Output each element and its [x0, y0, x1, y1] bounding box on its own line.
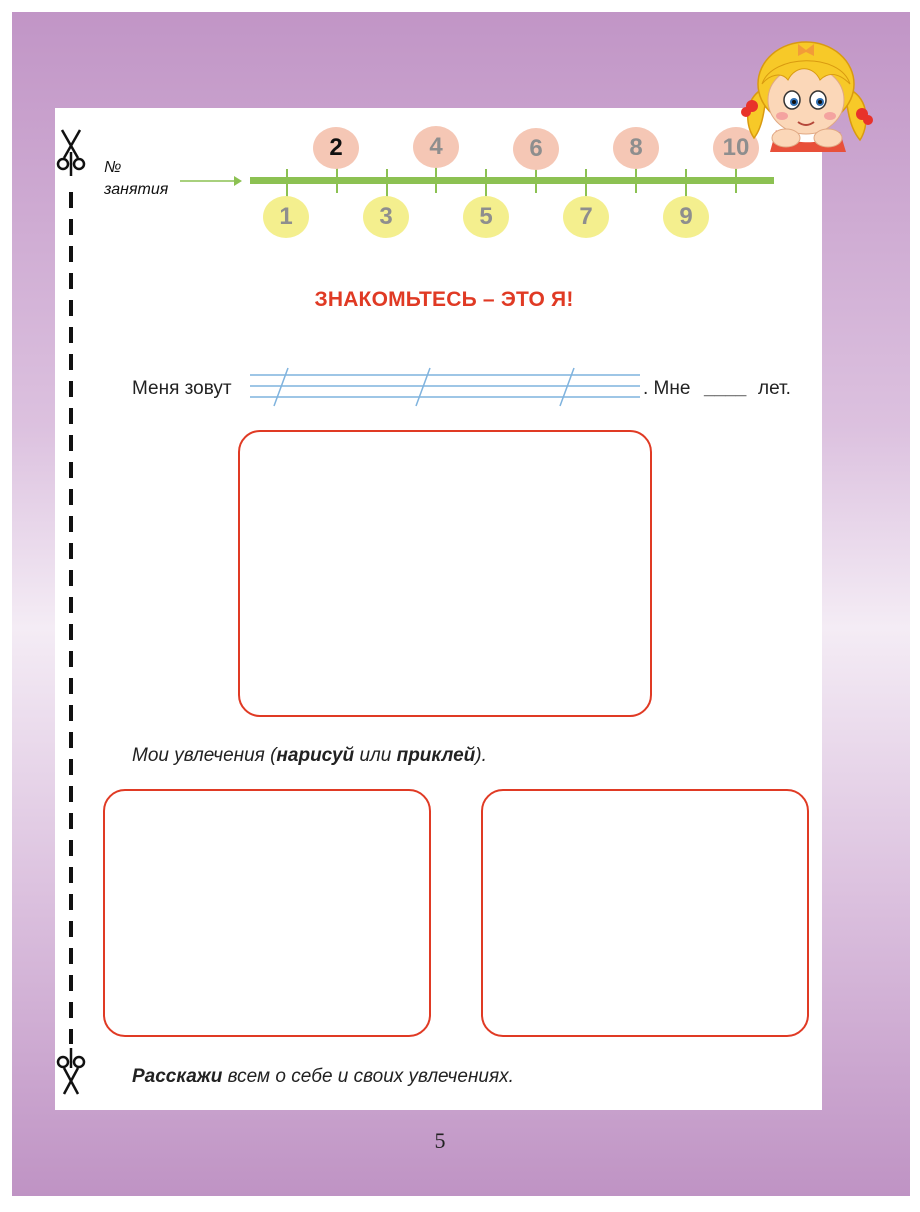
name-writing-lines[interactable] [250, 366, 642, 408]
hobbies-middle: или [354, 745, 397, 766]
lesson-circle-6[interactable]: 6 [513, 128, 559, 170]
portrait-drawing-box[interactable] [238, 430, 652, 717]
timeline-bar [250, 177, 774, 184]
age-text-after: лет. [758, 378, 791, 399]
lesson-number-sign: № [104, 159, 122, 176]
lesson-circle-4[interactable]: 4 [413, 126, 459, 168]
lesson-circle-3[interactable]: 3 [363, 196, 409, 238]
page-title: ЗНАКОМЬТЕСЬ – ЭТО Я! [314, 288, 574, 311]
hobby-box-left[interactable] [103, 789, 431, 1037]
scissors-icon-bottom [56, 1048, 86, 1096]
age-text-before: . Мне [643, 378, 691, 399]
lesson-circle-9[interactable]: 9 [663, 196, 709, 238]
name-prefix: Меня зовут [132, 378, 232, 399]
hobbies-draw: нарисуй [276, 745, 355, 766]
tell-rest: всем о себе и своих увлечениях. [222, 1066, 514, 1087]
lesson-word: занятия [104, 181, 169, 198]
scissors-icon-top [56, 128, 86, 178]
tell-bold: Расскажи [132, 1066, 223, 1087]
tell-instruction [132, 1066, 514, 1088]
cut-line [69, 192, 73, 1044]
girl-mascot-illustration [736, 34, 886, 162]
hobbies-instruction [132, 745, 487, 767]
arrow-right-icon [180, 174, 242, 188]
hobbies-prefix: Мои увлечения ( [132, 745, 277, 766]
lesson-number-label [104, 157, 168, 201]
lesson-circle-1[interactable]: 1 [263, 196, 309, 238]
hobby-box-right[interactable] [481, 789, 809, 1037]
hobbies-suffix: ). [475, 745, 487, 766]
lesson-circle-7[interactable]: 7 [563, 196, 609, 238]
lesson-timeline [248, 162, 776, 202]
hobbies-glue: приклей [396, 745, 476, 766]
lesson-circle-8[interactable]: 8 [613, 127, 659, 169]
age-blank[interactable]: ____ [704, 378, 747, 399]
page-number: 5 [434, 1128, 446, 1153]
lesson-circle-10[interactable]: 10 [713, 127, 759, 169]
lesson-circle-2[interactable]: 2 [313, 127, 359, 169]
lesson-circle-5[interactable]: 5 [463, 196, 509, 238]
